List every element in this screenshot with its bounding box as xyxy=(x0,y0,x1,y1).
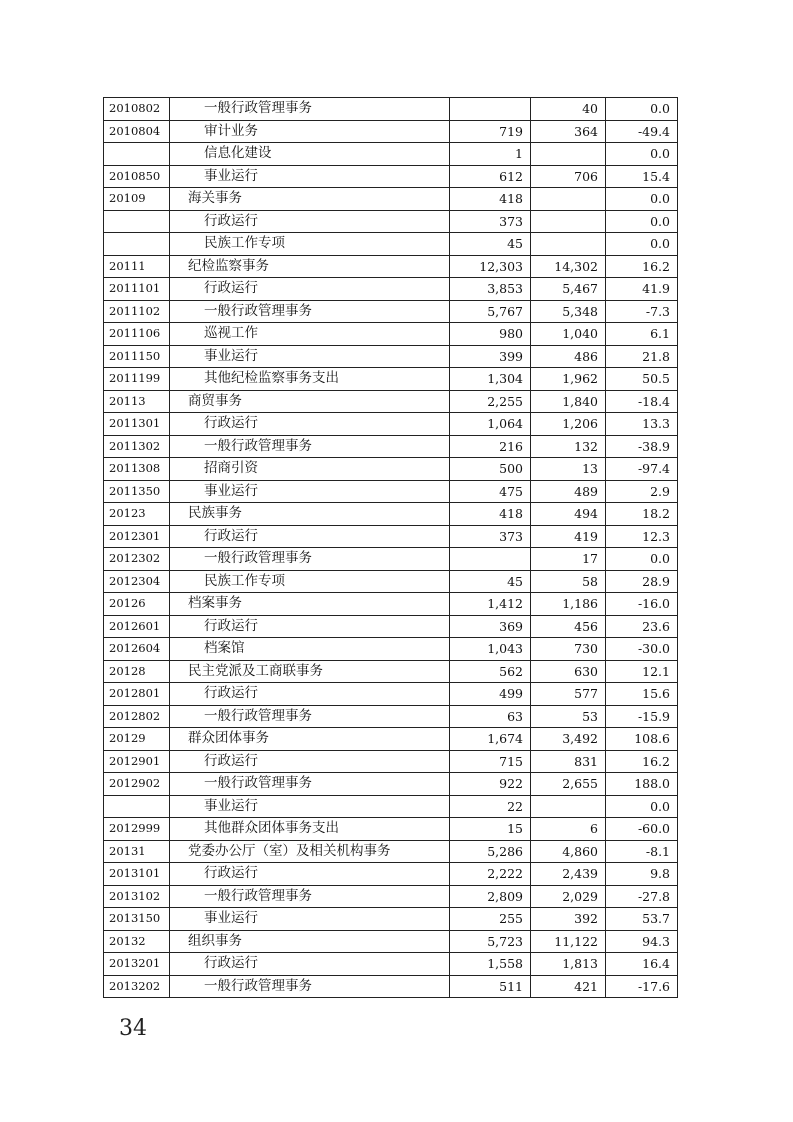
cell-change-percent: 16.4 xyxy=(606,953,678,976)
cell-value-previous: 1,064 xyxy=(450,413,531,436)
cell-code: 2013202 xyxy=(104,975,170,998)
cell-value-current xyxy=(531,143,606,166)
table-row xyxy=(104,795,678,818)
table-row xyxy=(104,570,678,593)
cell-item-name: 一般行政管理事务 xyxy=(170,98,450,121)
cell-code: 2013201 xyxy=(104,953,170,976)
cell-value-current: 1,840 xyxy=(531,390,606,413)
cell-value-previous: 1 xyxy=(450,143,531,166)
cell-change-percent: -17.6 xyxy=(606,975,678,998)
cell-code: 2011106 xyxy=(104,323,170,346)
cell-value-previous: 499 xyxy=(450,683,531,706)
cell-value-previous: 22 xyxy=(450,795,531,818)
cell-change-percent: 12.1 xyxy=(606,660,678,683)
cell-change-percent: 0.0 xyxy=(606,548,678,571)
cell-value-current: 1,040 xyxy=(531,323,606,346)
cell-value-previous: 418 xyxy=(450,503,531,526)
table-row xyxy=(104,413,678,436)
cell-item-name: 民族工作专项 xyxy=(170,233,450,256)
cell-value-current: 364 xyxy=(531,120,606,143)
cell-item-name: 事业运行 xyxy=(170,165,450,188)
table-row xyxy=(104,705,678,728)
table-row xyxy=(104,300,678,323)
cell-code: 2013101 xyxy=(104,863,170,886)
cell-change-percent: -60.0 xyxy=(606,818,678,841)
budget-table xyxy=(103,97,678,998)
table-row xyxy=(104,323,678,346)
cell-change-percent: 0.0 xyxy=(606,233,678,256)
cell-value-previous: 45 xyxy=(450,570,531,593)
cell-change-percent: 0.0 xyxy=(606,210,678,233)
cell-code: 2011301 xyxy=(104,413,170,436)
cell-code: 2012304 xyxy=(104,570,170,593)
cell-item-name: 一般行政管理事务 xyxy=(170,435,450,458)
cell-change-percent: -97.4 xyxy=(606,458,678,481)
cell-code: 2011150 xyxy=(104,345,170,368)
cell-value-previous: 216 xyxy=(450,435,531,458)
table-row xyxy=(104,435,678,458)
cell-change-percent: 15.4 xyxy=(606,165,678,188)
cell-item-name: 一般行政管理事务 xyxy=(170,975,450,998)
table-row xyxy=(104,615,678,638)
cell-code: 20109 xyxy=(104,188,170,211)
cell-value-previous: 373 xyxy=(450,210,531,233)
cell-change-percent: 21.8 xyxy=(606,345,678,368)
cell-value-previous: 1,043 xyxy=(450,638,531,661)
cell-value-previous: 562 xyxy=(450,660,531,683)
table-row xyxy=(104,233,678,256)
cell-change-percent: -38.9 xyxy=(606,435,678,458)
cell-item-name: 纪检监察事务 xyxy=(170,255,450,278)
cell-code xyxy=(104,143,170,166)
cell-code: 2011102 xyxy=(104,300,170,323)
table-row xyxy=(104,683,678,706)
cell-value-current: 706 xyxy=(531,165,606,188)
cell-item-name: 一般行政管理事务 xyxy=(170,548,450,571)
cell-item-name: 组织事务 xyxy=(170,930,450,953)
cell-value-previous: 399 xyxy=(450,345,531,368)
table-row xyxy=(104,390,678,413)
cell-change-percent: -16.0 xyxy=(606,593,678,616)
cell-change-percent: 15.6 xyxy=(606,683,678,706)
cell-value-previous: 418 xyxy=(450,188,531,211)
cell-item-name: 民族工作专项 xyxy=(170,570,450,593)
cell-value-current: 831 xyxy=(531,750,606,773)
cell-value-current: 494 xyxy=(531,503,606,526)
table-row xyxy=(104,120,678,143)
cell-value-current: 392 xyxy=(531,908,606,931)
cell-item-name: 事业运行 xyxy=(170,908,450,931)
cell-item-name: 一般行政管理事务 xyxy=(170,773,450,796)
cell-value-current xyxy=(531,795,606,818)
cell-value-previous: 1,412 xyxy=(450,593,531,616)
cell-code: 20111 xyxy=(104,255,170,278)
cell-change-percent: 0.0 xyxy=(606,143,678,166)
table-row xyxy=(104,480,678,503)
cell-code: 2011350 xyxy=(104,480,170,503)
table-row xyxy=(104,660,678,683)
cell-value-previous: 373 xyxy=(450,525,531,548)
cell-value-previous xyxy=(450,548,531,571)
cell-change-percent: 23.6 xyxy=(606,615,678,638)
cell-code: 2012302 xyxy=(104,548,170,571)
cell-code: 2010802 xyxy=(104,98,170,121)
table-row xyxy=(104,930,678,953)
cell-code: 2011101 xyxy=(104,278,170,301)
cell-code: 2012301 xyxy=(104,525,170,548)
table-row xyxy=(104,975,678,998)
cell-change-percent: 9.8 xyxy=(606,863,678,886)
cell-code: 20132 xyxy=(104,930,170,953)
cell-item-name: 行政运行 xyxy=(170,750,450,773)
cell-item-name: 其他纪检监察事务支出 xyxy=(170,368,450,391)
cell-change-percent: 28.9 xyxy=(606,570,678,593)
cell-item-name: 审计业务 xyxy=(170,120,450,143)
table-row xyxy=(104,143,678,166)
cell-value-previous: 922 xyxy=(450,773,531,796)
cell-item-name: 民主党派及工商联事务 xyxy=(170,660,450,683)
cell-value-current: 421 xyxy=(531,975,606,998)
cell-code: 20126 xyxy=(104,593,170,616)
table-row xyxy=(104,773,678,796)
cell-value-previous: 12,303 xyxy=(450,255,531,278)
cell-change-percent: 6.1 xyxy=(606,323,678,346)
cell-code: 2012604 xyxy=(104,638,170,661)
table-row xyxy=(104,548,678,571)
cell-change-percent: 0.0 xyxy=(606,188,678,211)
table-row xyxy=(104,188,678,211)
cell-item-name: 信息化建设 xyxy=(170,143,450,166)
cell-value-previous: 255 xyxy=(450,908,531,931)
cell-value-current xyxy=(531,188,606,211)
cell-item-name: 民族事务 xyxy=(170,503,450,526)
cell-item-name: 商贸事务 xyxy=(170,390,450,413)
cell-code: 2012802 xyxy=(104,705,170,728)
page-number: 34 xyxy=(119,1016,147,1041)
cell-value-previous: 2,255 xyxy=(450,390,531,413)
cell-item-name: 行政运行 xyxy=(170,413,450,436)
cell-value-previous: 2,222 xyxy=(450,863,531,886)
cell-value-previous: 63 xyxy=(450,705,531,728)
cell-change-percent: -15.9 xyxy=(606,705,678,728)
cell-change-percent: 12.3 xyxy=(606,525,678,548)
table-row xyxy=(104,98,678,121)
cell-value-previous: 5,767 xyxy=(450,300,531,323)
cell-item-name: 行政运行 xyxy=(170,210,450,233)
cell-value-previous: 45 xyxy=(450,233,531,256)
cell-value-current: 577 xyxy=(531,683,606,706)
cell-item-name: 事业运行 xyxy=(170,480,450,503)
cell-value-current: 5,467 xyxy=(531,278,606,301)
cell-value-current: 730 xyxy=(531,638,606,661)
cell-item-name: 行政运行 xyxy=(170,683,450,706)
cell-change-percent: 41.9 xyxy=(606,278,678,301)
cell-code: 20129 xyxy=(104,728,170,751)
cell-change-percent: -30.0 xyxy=(606,638,678,661)
cell-value-previous: 612 xyxy=(450,165,531,188)
cell-item-name: 行政运行 xyxy=(170,615,450,638)
cell-change-percent: 188.0 xyxy=(606,773,678,796)
cell-value-current: 1,206 xyxy=(531,413,606,436)
cell-code: 20128 xyxy=(104,660,170,683)
cell-value-current: 2,439 xyxy=(531,863,606,886)
cell-value-current: 4,860 xyxy=(531,840,606,863)
table-row xyxy=(104,255,678,278)
cell-change-percent: 50.5 xyxy=(606,368,678,391)
cell-change-percent: 53.7 xyxy=(606,908,678,931)
cell-value-current: 419 xyxy=(531,525,606,548)
cell-code: 20123 xyxy=(104,503,170,526)
cell-value-previous: 1,674 xyxy=(450,728,531,751)
cell-change-percent: -7.3 xyxy=(606,300,678,323)
cell-value-current: 13 xyxy=(531,458,606,481)
cell-value-current: 6 xyxy=(531,818,606,841)
cell-value-previous: 511 xyxy=(450,975,531,998)
cell-value-current xyxy=(531,210,606,233)
cell-value-previous: 980 xyxy=(450,323,531,346)
table-row xyxy=(104,458,678,481)
cell-value-current: 1,813 xyxy=(531,953,606,976)
cell-value-current: 2,029 xyxy=(531,885,606,908)
cell-value-previous: 1,558 xyxy=(450,953,531,976)
cell-code: 2013150 xyxy=(104,908,170,931)
table-row xyxy=(104,953,678,976)
cell-value-current: 630 xyxy=(531,660,606,683)
cell-code: 2011308 xyxy=(104,458,170,481)
cell-value-current: 1,186 xyxy=(531,593,606,616)
cell-value-current: 1,962 xyxy=(531,368,606,391)
cell-value-current: 40 xyxy=(531,98,606,121)
cell-value-current: 14,302 xyxy=(531,255,606,278)
cell-item-name: 行政运行 xyxy=(170,953,450,976)
cell-value-previous: 369 xyxy=(450,615,531,638)
cell-change-percent: 13.3 xyxy=(606,413,678,436)
cell-code xyxy=(104,210,170,233)
cell-change-percent: 2.9 xyxy=(606,480,678,503)
table-row xyxy=(104,525,678,548)
table-row xyxy=(104,885,678,908)
cell-code: 2012999 xyxy=(104,818,170,841)
cell-value-current: 3,492 xyxy=(531,728,606,751)
cell-code: 2010850 xyxy=(104,165,170,188)
cell-item-name: 其他群众团体事务支出 xyxy=(170,818,450,841)
cell-value-previous: 2,809 xyxy=(450,885,531,908)
cell-item-name: 行政运行 xyxy=(170,525,450,548)
cell-value-previous: 500 xyxy=(450,458,531,481)
cell-item-name: 档案馆 xyxy=(170,638,450,661)
cell-code: 2011302 xyxy=(104,435,170,458)
cell-item-name: 一般行政管理事务 xyxy=(170,885,450,908)
cell-value-current: 11,122 xyxy=(531,930,606,953)
table-row xyxy=(104,210,678,233)
cell-value-current: 53 xyxy=(531,705,606,728)
cell-change-percent: 16.2 xyxy=(606,255,678,278)
cell-code: 2010804 xyxy=(104,120,170,143)
table-row xyxy=(104,278,678,301)
cell-value-current xyxy=(531,233,606,256)
cell-item-name: 行政运行 xyxy=(170,278,450,301)
cell-change-percent: -18.4 xyxy=(606,390,678,413)
cell-value-current: 58 xyxy=(531,570,606,593)
cell-value-previous: 1,304 xyxy=(450,368,531,391)
table-row xyxy=(104,818,678,841)
cell-item-name: 档案事务 xyxy=(170,593,450,616)
table-row xyxy=(104,863,678,886)
cell-value-previous xyxy=(450,98,531,121)
cell-item-name: 海关事务 xyxy=(170,188,450,211)
cell-code xyxy=(104,233,170,256)
cell-code xyxy=(104,795,170,818)
cell-code: 2012601 xyxy=(104,615,170,638)
table-row xyxy=(104,908,678,931)
cell-item-name: 群众团体事务 xyxy=(170,728,450,751)
cell-value-current: 489 xyxy=(531,480,606,503)
cell-change-percent: 18.2 xyxy=(606,503,678,526)
table-row xyxy=(104,345,678,368)
cell-value-previous: 5,286 xyxy=(450,840,531,863)
cell-code: 2012901 xyxy=(104,750,170,773)
table-row xyxy=(104,638,678,661)
table-row xyxy=(104,368,678,391)
cell-item-name: 巡视工作 xyxy=(170,323,450,346)
cell-item-name: 一般行政管理事务 xyxy=(170,705,450,728)
table-body xyxy=(104,98,678,998)
cell-value-current: 2,655 xyxy=(531,773,606,796)
cell-item-name: 事业运行 xyxy=(170,795,450,818)
cell-code: 2012801 xyxy=(104,683,170,706)
cell-code: 2013102 xyxy=(104,885,170,908)
table-row xyxy=(104,750,678,773)
cell-change-percent: -27.8 xyxy=(606,885,678,908)
cell-item-name: 行政运行 xyxy=(170,863,450,886)
table-row xyxy=(104,165,678,188)
table-row xyxy=(104,503,678,526)
cell-item-name: 招商引资 xyxy=(170,458,450,481)
cell-change-percent: 94.3 xyxy=(606,930,678,953)
cell-value-current: 486 xyxy=(531,345,606,368)
cell-change-percent: 0.0 xyxy=(606,98,678,121)
cell-value-previous: 719 xyxy=(450,120,531,143)
cell-item-name: 事业运行 xyxy=(170,345,450,368)
cell-item-name: 党委办公厅（室）及相关机构事务 xyxy=(170,840,450,863)
cell-value-current: 5,348 xyxy=(531,300,606,323)
cell-value-previous: 3,853 xyxy=(450,278,531,301)
cell-change-percent: -8.1 xyxy=(606,840,678,863)
table-row xyxy=(104,593,678,616)
cell-change-percent: 108.6 xyxy=(606,728,678,751)
cell-value-current: 17 xyxy=(531,548,606,571)
cell-code: 20131 xyxy=(104,840,170,863)
cell-change-percent: -49.4 xyxy=(606,120,678,143)
cell-value-previous: 15 xyxy=(450,818,531,841)
cell-value-previous: 475 xyxy=(450,480,531,503)
cell-value-current: 132 xyxy=(531,435,606,458)
cell-code: 2012902 xyxy=(104,773,170,796)
cell-value-previous: 715 xyxy=(450,750,531,773)
cell-value-previous: 5,723 xyxy=(450,930,531,953)
cell-code: 20113 xyxy=(104,390,170,413)
cell-code: 2011199 xyxy=(104,368,170,391)
cell-item-name: 一般行政管理事务 xyxy=(170,300,450,323)
cell-change-percent: 0.0 xyxy=(606,795,678,818)
table-row xyxy=(104,840,678,863)
table-row xyxy=(104,728,678,751)
cell-value-current: 456 xyxy=(531,615,606,638)
cell-change-percent: 16.2 xyxy=(606,750,678,773)
